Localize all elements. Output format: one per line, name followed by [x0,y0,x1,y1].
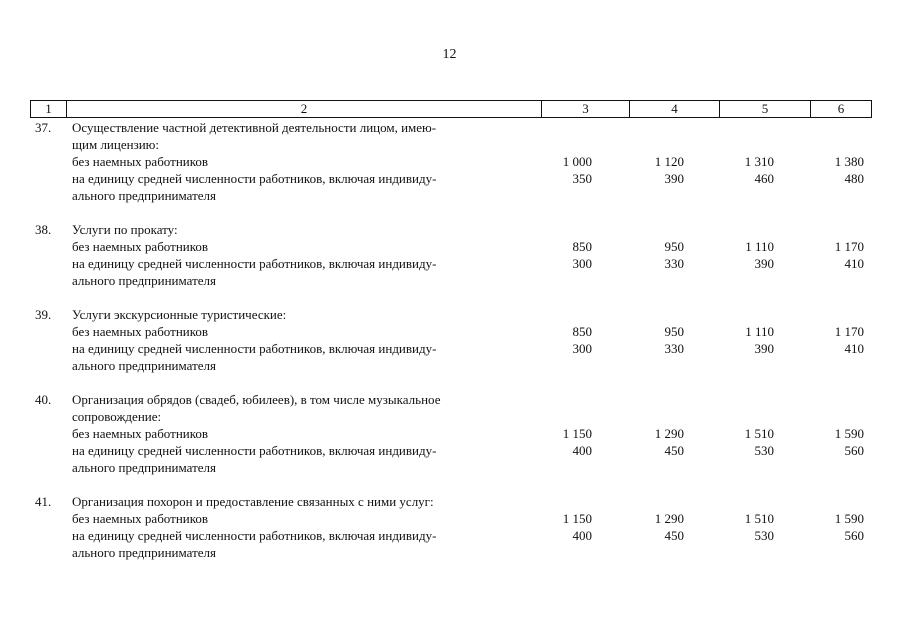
row-description: без наемных работников [72,324,209,339]
value-col-5: 1 110 [745,324,774,339]
value-col-3 [512,136,592,153]
row-line [30,391,870,408]
value-col-3: 850 [572,324,592,339]
value-col-3: 300 [572,256,592,271]
row-number [30,153,72,170]
table-row [30,119,870,204]
value-col-5 [684,544,774,561]
row-description: ального предпринимателя [72,545,217,560]
value-col-4: 450 [664,528,684,543]
row-number: 39. [35,307,52,322]
value-col-4: 950 [664,324,684,339]
row-line [30,221,870,238]
row-line [30,153,870,170]
row-line [30,357,870,374]
row-description: на единицу средней численности работников, включая индивиду- [72,528,437,543]
value-col-5: 390 [754,341,774,356]
value-col-4 [592,136,684,153]
header-col-2: 2 [67,101,542,117]
row-line [30,323,870,340]
value-col-5: 1 310 [744,154,774,169]
row-line [30,340,870,357]
row-number [30,272,72,289]
value-col-5: 1 110 [745,239,774,254]
row-description: сопровождение: [72,409,162,424]
table-body [30,119,870,578]
row-number: 37. [35,120,52,135]
row-number: 41. [35,494,52,509]
value-col-4 [592,544,684,561]
value-col-6 [774,119,864,136]
row-number [30,255,72,272]
row-line [30,306,870,323]
row-line [30,170,870,187]
row-line [30,544,870,561]
row-description: щим лицензию: [72,137,159,152]
row-description: на единицу средней численности работников, включая индивиду- [72,341,437,356]
row-line [30,510,870,527]
value-col-6 [774,306,864,323]
value-col-4 [592,306,684,323]
value-col-6: 410 [844,341,864,356]
row-description: ального предпринимателя [72,460,217,475]
table-header-row [30,100,872,118]
row-number [30,170,72,187]
value-col-3: 1 150 [562,426,592,441]
row-number [30,357,72,374]
row-description: ального предпринимателя [72,358,217,373]
value-col-3: 400 [572,528,592,543]
value-col-6 [774,357,864,374]
header-col-3: 3 [542,101,630,117]
value-col-3 [512,459,592,476]
header-col-6: 6 [837,101,845,116]
value-col-3: 850 [572,239,592,254]
table-row [30,391,870,476]
value-col-3 [512,272,592,289]
row-number [30,136,72,153]
value-col-3: 400 [572,443,592,458]
row-line [30,425,870,442]
row-line [30,255,870,272]
row-number [30,408,72,425]
row-number: 38. [35,222,52,237]
value-col-6: 1 170 [834,239,864,254]
row-line [30,442,870,459]
value-col-3 [512,357,592,374]
row-description: Организация похорон и предоставление связанных с ними услуг: [72,494,434,509]
row-line [30,493,870,510]
value-col-5: 1 510 [744,511,774,526]
row-description: Услуги по прокату: [72,222,178,237]
row-line [30,527,870,544]
header-col-5: 5 [720,101,811,117]
value-col-5: 530 [754,443,774,458]
row-description: на единицу средней численности работников, включая индивиду- [72,171,437,186]
value-col-5 [684,221,774,238]
value-col-4: 1 290 [654,426,684,441]
value-col-4: 450 [664,443,684,458]
row-number: 40. [35,392,52,407]
header-col-4: 4 [630,101,720,117]
row-description: ального предпринимателя [72,273,217,288]
value-col-4 [592,357,684,374]
value-col-6: 1 380 [834,154,864,169]
value-col-6 [774,459,864,476]
row-number [30,238,72,255]
table-row [30,493,870,561]
row-line [30,187,870,204]
value-col-5 [684,136,774,153]
value-col-4 [592,272,684,289]
value-col-6 [774,391,864,408]
value-col-3: 1 150 [562,511,592,526]
value-col-6: 1 590 [834,426,864,441]
table-row [30,306,870,374]
value-col-4: 330 [664,341,684,356]
row-description: на единицу средней численности работников, включая индивиду- [72,443,437,458]
value-col-4 [592,119,684,136]
value-col-6 [774,136,864,153]
value-col-4 [592,459,684,476]
row-line [30,136,870,153]
value-col-3 [512,221,592,238]
row-line [30,408,870,425]
row-number [30,544,72,561]
value-col-6: 560 [844,443,864,458]
value-col-3 [512,306,592,323]
value-col-6 [774,272,864,289]
page-number: 12 [442,47,457,62]
value-col-6 [774,493,864,510]
value-col-3 [512,493,592,510]
value-col-4: 1 290 [654,511,684,526]
value-col-5 [684,119,774,136]
value-col-4 [592,391,684,408]
value-col-5: 530 [754,528,774,543]
row-number [30,510,72,527]
row-line [30,272,870,289]
value-col-4 [592,408,684,425]
row-number [30,425,72,442]
value-col-5 [684,493,774,510]
value-col-3: 300 [572,341,592,356]
value-col-6 [774,221,864,238]
row-description: на единицу средней численности работников, включая индивиду- [72,256,437,271]
value-col-5 [684,459,774,476]
value-col-4: 950 [664,239,684,254]
value-col-3 [512,119,592,136]
row-line [30,119,870,136]
header-col-1: 1 [31,101,67,117]
value-col-3: 350 [572,171,592,186]
row-description: без наемных работников [72,154,209,169]
row-line [30,459,870,476]
value-col-5 [684,187,774,204]
value-col-4: 1 120 [654,154,684,169]
value-col-3 [512,408,592,425]
row-description: Осуществление частной детективной деятельности лицом, имею- [72,120,437,135]
value-col-3: 1 000 [562,154,592,169]
row-description: без наемных работников [72,239,209,254]
value-col-4 [592,187,684,204]
row-description: Услуги экскурсионные туристические: [72,307,287,322]
value-col-4: 390 [664,171,684,186]
row-number [30,340,72,357]
row-number [30,527,72,544]
value-col-6: 480 [844,171,864,186]
value-col-6: 1 590 [834,511,864,526]
value-col-5 [684,357,774,374]
value-col-4 [592,493,684,510]
row-description: без наемных работников [72,511,209,526]
value-col-5 [684,408,774,425]
value-col-3 [512,187,592,204]
value-col-3 [512,544,592,561]
value-col-6 [774,187,864,204]
value-col-4: 330 [664,256,684,271]
row-description: без наемных работников [72,426,209,441]
value-col-5: 460 [754,171,774,186]
value-col-6: 410 [844,256,864,271]
table-row [30,221,870,289]
row-number [30,323,72,340]
value-col-6 [774,544,864,561]
value-col-5: 1 510 [744,426,774,441]
value-col-4 [592,221,684,238]
row-number [30,442,72,459]
row-description: Организация обрядов (свадеб, юбилеев), в том числе музыкальное [72,392,441,407]
value-col-5 [684,306,774,323]
value-col-6: 560 [844,528,864,543]
value-col-3 [512,391,592,408]
value-col-6 [774,408,864,425]
row-number [30,459,72,476]
row-number [30,187,72,204]
value-col-5 [684,272,774,289]
value-col-6: 1 170 [834,324,864,339]
row-description: ального предпринимателя [72,188,217,203]
value-col-5: 390 [754,256,774,271]
row-line [30,238,870,255]
value-col-5 [684,391,774,408]
